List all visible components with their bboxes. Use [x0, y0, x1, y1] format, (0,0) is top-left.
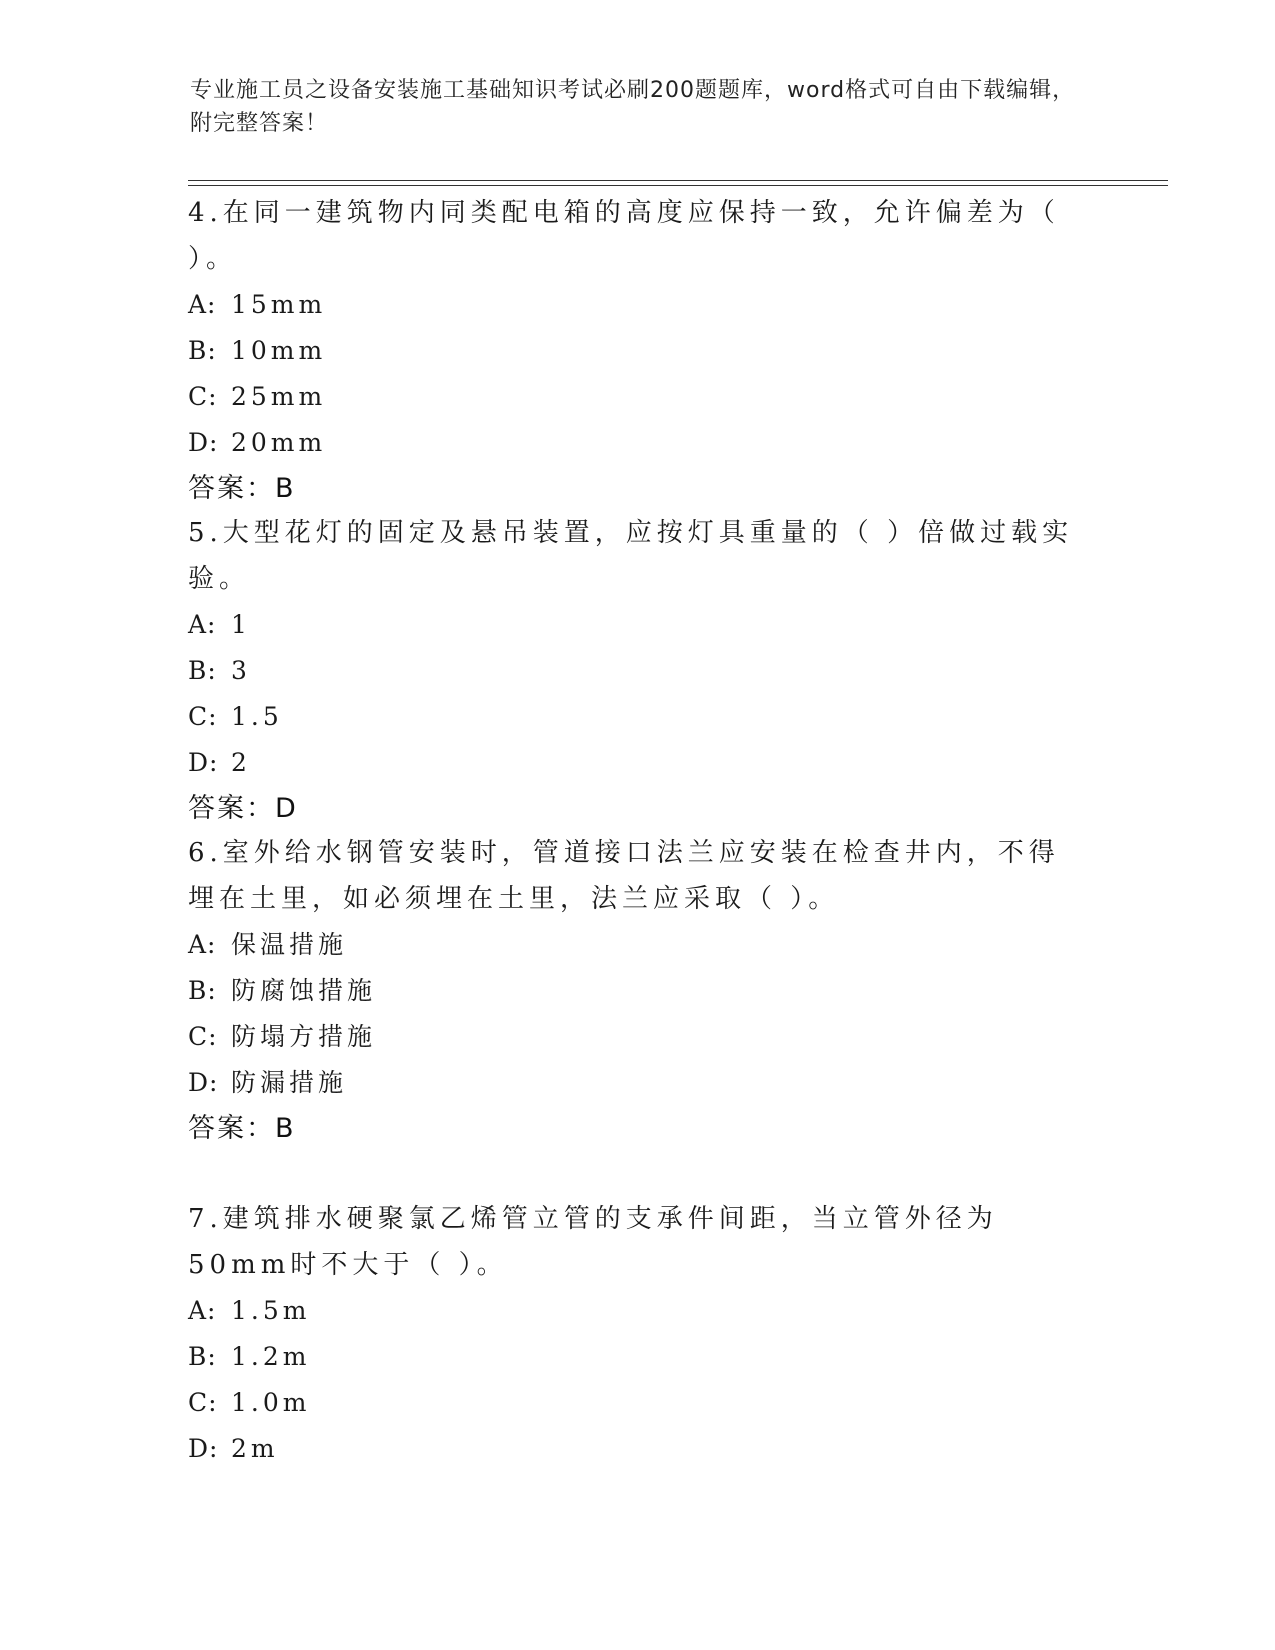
question-text: 6.室外给水钢管安装时，管道接口法兰应安装在检查井内，不得埋在土里，如必须埋在土里，法兰应采取（ ）。: [188, 838, 1060, 914]
option-b: [188, 968, 1088, 1014]
option-value: 1.0m: [231, 1388, 311, 1417]
option-letter: A:: [188, 930, 217, 959]
option-value: 2: [231, 748, 251, 777]
option-value: 防漏措施: [231, 1068, 348, 1097]
option-d: [188, 740, 1088, 786]
option-value: 2m: [231, 1434, 279, 1463]
question-text: 4.在同一建筑物内同类配电箱的高度应保持一致，允许偏差为（ ）。: [188, 198, 1060, 274]
option-letter: D:: [188, 1434, 219, 1463]
question-text: 5.大型花灯的固定及悬吊装置，应按灯具重量的（ ）倍做过载实验。: [188, 518, 1074, 594]
option-letter: B:: [188, 656, 217, 685]
option-letter: D:: [188, 428, 219, 457]
option-letter: A:: [188, 1296, 217, 1325]
option-d: [188, 1426, 1088, 1472]
option-letter: C:: [188, 1022, 218, 1051]
option-letter: B:: [188, 1342, 217, 1371]
option-list: [188, 282, 1088, 466]
option-letter: D:: [188, 748, 219, 777]
option-value: 3: [231, 656, 251, 685]
option-value: 1.5m: [231, 1296, 311, 1325]
answer-text: 答案：D: [188, 793, 298, 824]
question-item: [188, 190, 1088, 512]
question-text: 7.建筑排水硬聚氯乙烯管立管的支承件间距，当立管外径为50mm时不大于（ ）。: [188, 1204, 998, 1280]
option-letter: A:: [188, 290, 217, 319]
option-d: [188, 1060, 1088, 1106]
option-list: [188, 1288, 1088, 1472]
option-letter: D:: [188, 1068, 219, 1097]
option-value: 20mm: [231, 428, 327, 457]
option-b: [188, 328, 1088, 374]
option-list: [188, 922, 1088, 1106]
option-letter: B:: [188, 976, 217, 1005]
option-value: 25mm: [231, 382, 327, 411]
option-a: [188, 922, 1088, 968]
option-letter: A:: [188, 610, 217, 639]
option-c: [188, 1014, 1088, 1060]
option-a: [188, 1288, 1088, 1334]
option-list: [188, 602, 1088, 786]
option-value: 1: [231, 610, 251, 639]
option-value: 15mm: [231, 290, 327, 319]
option-a: [188, 602, 1088, 648]
option-b: [188, 1334, 1088, 1380]
header-divider-bottom: [188, 185, 1168, 186]
option-letter: B:: [188, 336, 217, 365]
option-value: 防塌方措施: [231, 1022, 377, 1051]
option-value: 10mm: [231, 336, 327, 365]
option-c: [188, 374, 1088, 420]
option-c: [188, 1380, 1088, 1426]
header-divider-top: [188, 180, 1168, 181]
option-value: 1.2m: [231, 1342, 311, 1371]
document-header-title: 专业施工员之设备安装施工基础知识考试必刷200题题库，word格式可自由下载编辑，附完整答案！: [190, 78, 1076, 136]
option-c: [188, 694, 1088, 740]
option-value: 1.5: [231, 702, 283, 731]
question-item: [188, 510, 1088, 832]
option-b: [188, 648, 1088, 694]
answer-text: 答案：B: [188, 473, 296, 504]
question-item: [188, 1196, 1088, 1472]
option-value: 保温措施: [231, 930, 348, 959]
question-item: [188, 830, 1088, 1152]
option-letter: C:: [188, 702, 218, 731]
option-letter: C:: [188, 382, 218, 411]
option-value: 防腐蚀措施: [231, 976, 377, 1005]
option-letter: C:: [188, 1388, 218, 1417]
answer-text: 答案：B: [188, 1113, 296, 1144]
option-d: [188, 420, 1088, 466]
option-a: [188, 282, 1088, 328]
